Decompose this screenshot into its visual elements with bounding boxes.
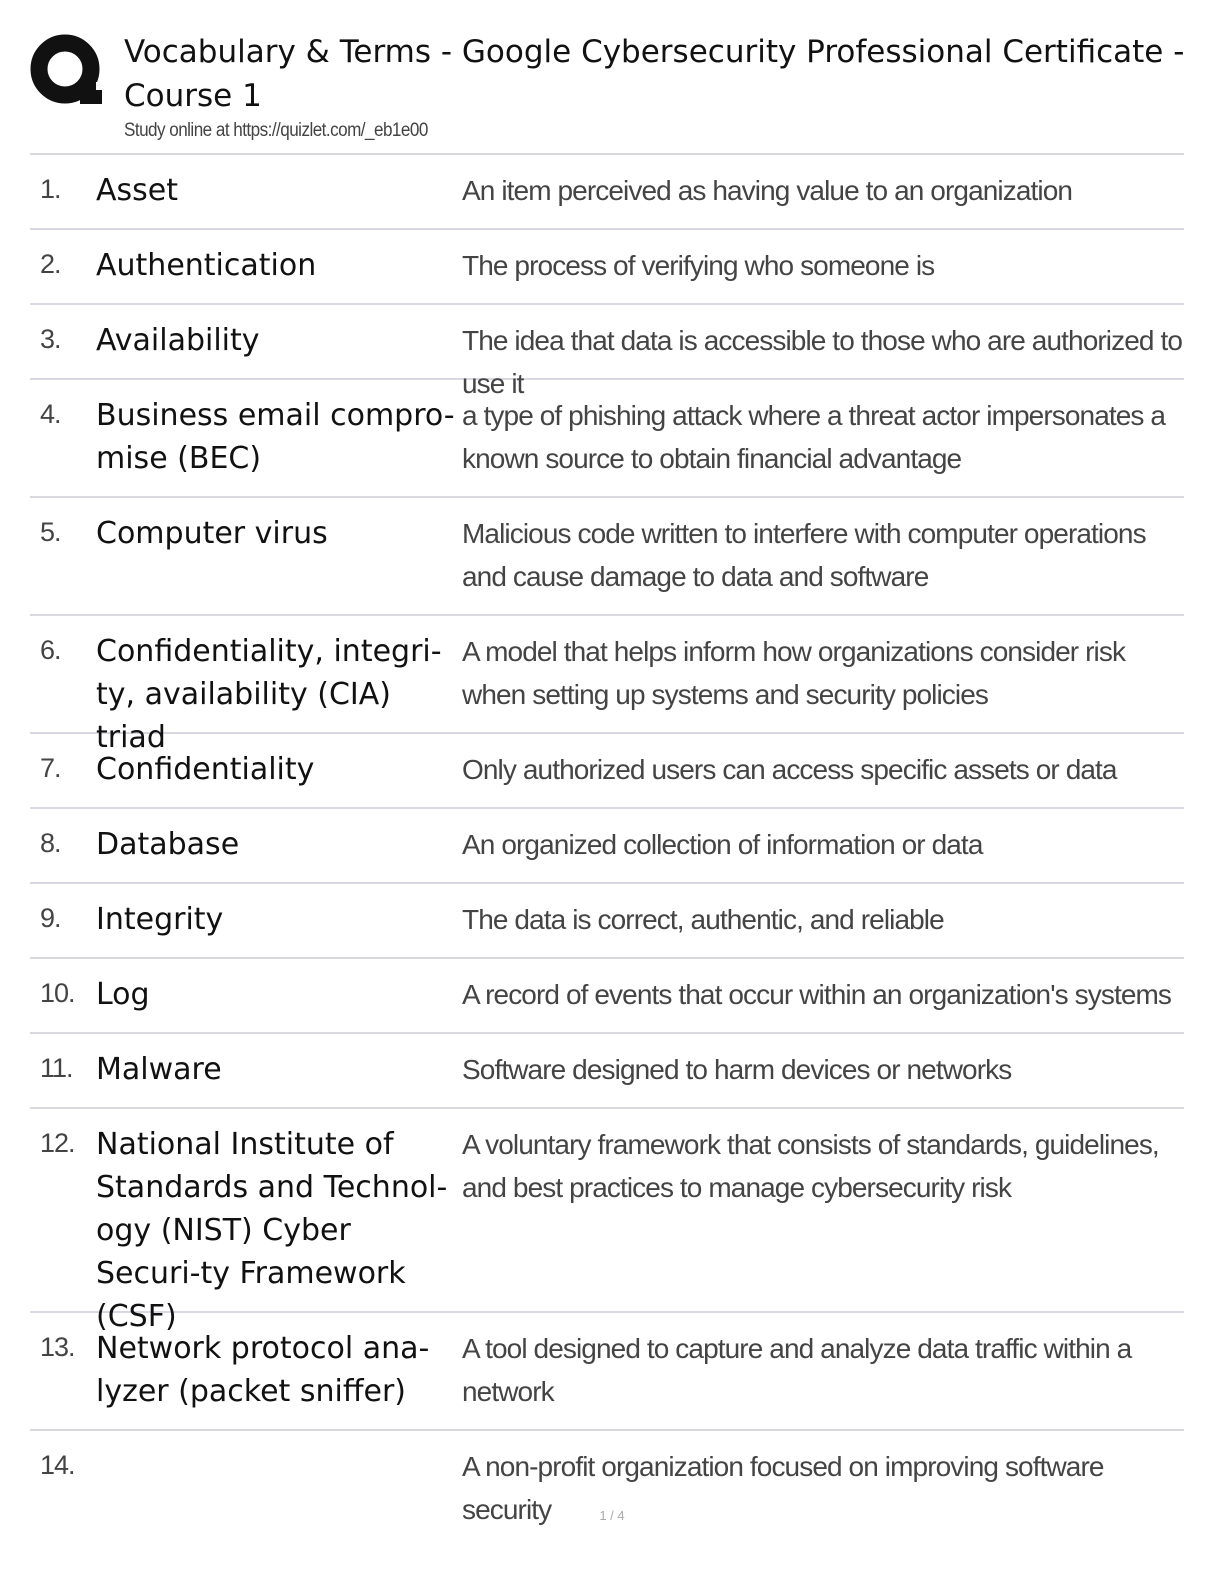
term-name: Computer virus bbox=[96, 516, 328, 551]
term-name: Confidentiality, integri-ty, availability (CIA) triad bbox=[96, 634, 442, 755]
term-definition: A record of events that occur within an organization's systems bbox=[462, 979, 1172, 1010]
quizlet-logo-icon bbox=[30, 34, 104, 108]
term-definition: An item perceived as having value to an organization bbox=[462, 175, 1073, 206]
term-name: Asset bbox=[96, 173, 179, 208]
term-name: Malware bbox=[96, 1052, 222, 1087]
term-name: Integrity bbox=[96, 902, 224, 937]
term-row bbox=[30, 498, 1184, 616]
term-row bbox=[30, 1034, 1184, 1109]
term-number: 1. bbox=[40, 174, 61, 204]
term-row bbox=[30, 1109, 1184, 1334]
page-header bbox=[0, 0, 1224, 150]
term-definition: Software designed to harm devices or networks bbox=[462, 1054, 1012, 1085]
term-row bbox=[30, 959, 1184, 1034]
term-definition: The idea that data is accessible to those who are authorized to use it bbox=[462, 325, 1182, 399]
term-definition: A tool designed to capture and analyze data traffic within a network bbox=[462, 1333, 1132, 1407]
term-row bbox=[30, 616, 1184, 755]
term-definition: A voluntary framework that consists of standards, guidelines, and best practices to manage cybersecurity risk bbox=[462, 1129, 1159, 1203]
term-name bbox=[96, 1445, 462, 1506]
term-name: Network protocol ana-lyzer (packet sniffer) bbox=[96, 1331, 430, 1409]
term-number: 7. bbox=[40, 753, 61, 783]
term-row bbox=[30, 305, 1184, 399]
page-number: 1 / 4 bbox=[599, 1508, 625, 1523]
term-number: 10. bbox=[40, 978, 75, 1008]
term-number: 9. bbox=[40, 903, 61, 933]
term-number: 4. bbox=[40, 399, 61, 429]
term-name: Business email compro-mise (BEC) bbox=[96, 398, 455, 476]
term-definition: Only authorized users can access specific assets or data bbox=[462, 754, 1117, 785]
study-online-link[interactable]: Study online at https://quizlet.com/_eb1e00 bbox=[124, 120, 428, 141]
term-number: 11. bbox=[40, 1053, 73, 1083]
page-title: Vocabulary & Terms - Google Cybersecurity Professional Certificate - Course 1 bbox=[124, 34, 1185, 114]
term-number: 8. bbox=[40, 828, 61, 858]
term-definition: A model that helps inform how organizations consider risk when setting up systems and security policies bbox=[462, 636, 1126, 710]
term-number: 6. bbox=[40, 635, 61, 665]
term-row bbox=[30, 230, 1184, 305]
term-row bbox=[30, 1431, 1184, 1525]
term-name: Database bbox=[96, 827, 240, 862]
term-name: Authentication bbox=[96, 248, 317, 283]
term-definition: An organized collection of information or data bbox=[462, 829, 983, 860]
term-definition: The data is correct, authentic, and reliable bbox=[462, 904, 944, 935]
term-row bbox=[30, 380, 1184, 498]
term-name: Availability bbox=[96, 323, 260, 358]
term-row bbox=[30, 884, 1184, 959]
term-row bbox=[30, 734, 1184, 809]
term-number: 13. bbox=[40, 1332, 75, 1362]
term-number: 12. bbox=[40, 1128, 75, 1158]
term-row bbox=[30, 809, 1184, 884]
term-number: 5. bbox=[40, 517, 61, 547]
term-name: Log bbox=[96, 977, 150, 1012]
term-name: National Institute of Standards and Technol-ogy (NIST) Cyber Securi-ty Framework (CSF) bbox=[96, 1127, 448, 1334]
term-number: 2. bbox=[40, 249, 61, 279]
term-definition: The process of verifying who someone is bbox=[462, 250, 935, 281]
term-row bbox=[30, 155, 1184, 230]
term-name: Confidentiality bbox=[96, 752, 315, 787]
term-definition: Malicious code written to interfere with computer operations and cause damage to data and software bbox=[462, 518, 1146, 592]
term-row bbox=[30, 1313, 1184, 1431]
term-number: 14. bbox=[40, 1450, 75, 1480]
term-list bbox=[30, 153, 1184, 1525]
term-number: 3. bbox=[40, 324, 61, 354]
term-definition: a type of phishing attack where a threat actor impersonates a known source to obtain financial advantage bbox=[462, 400, 1166, 474]
term-definition: A non-profit organization focused on improving software security bbox=[462, 1451, 1104, 1525]
